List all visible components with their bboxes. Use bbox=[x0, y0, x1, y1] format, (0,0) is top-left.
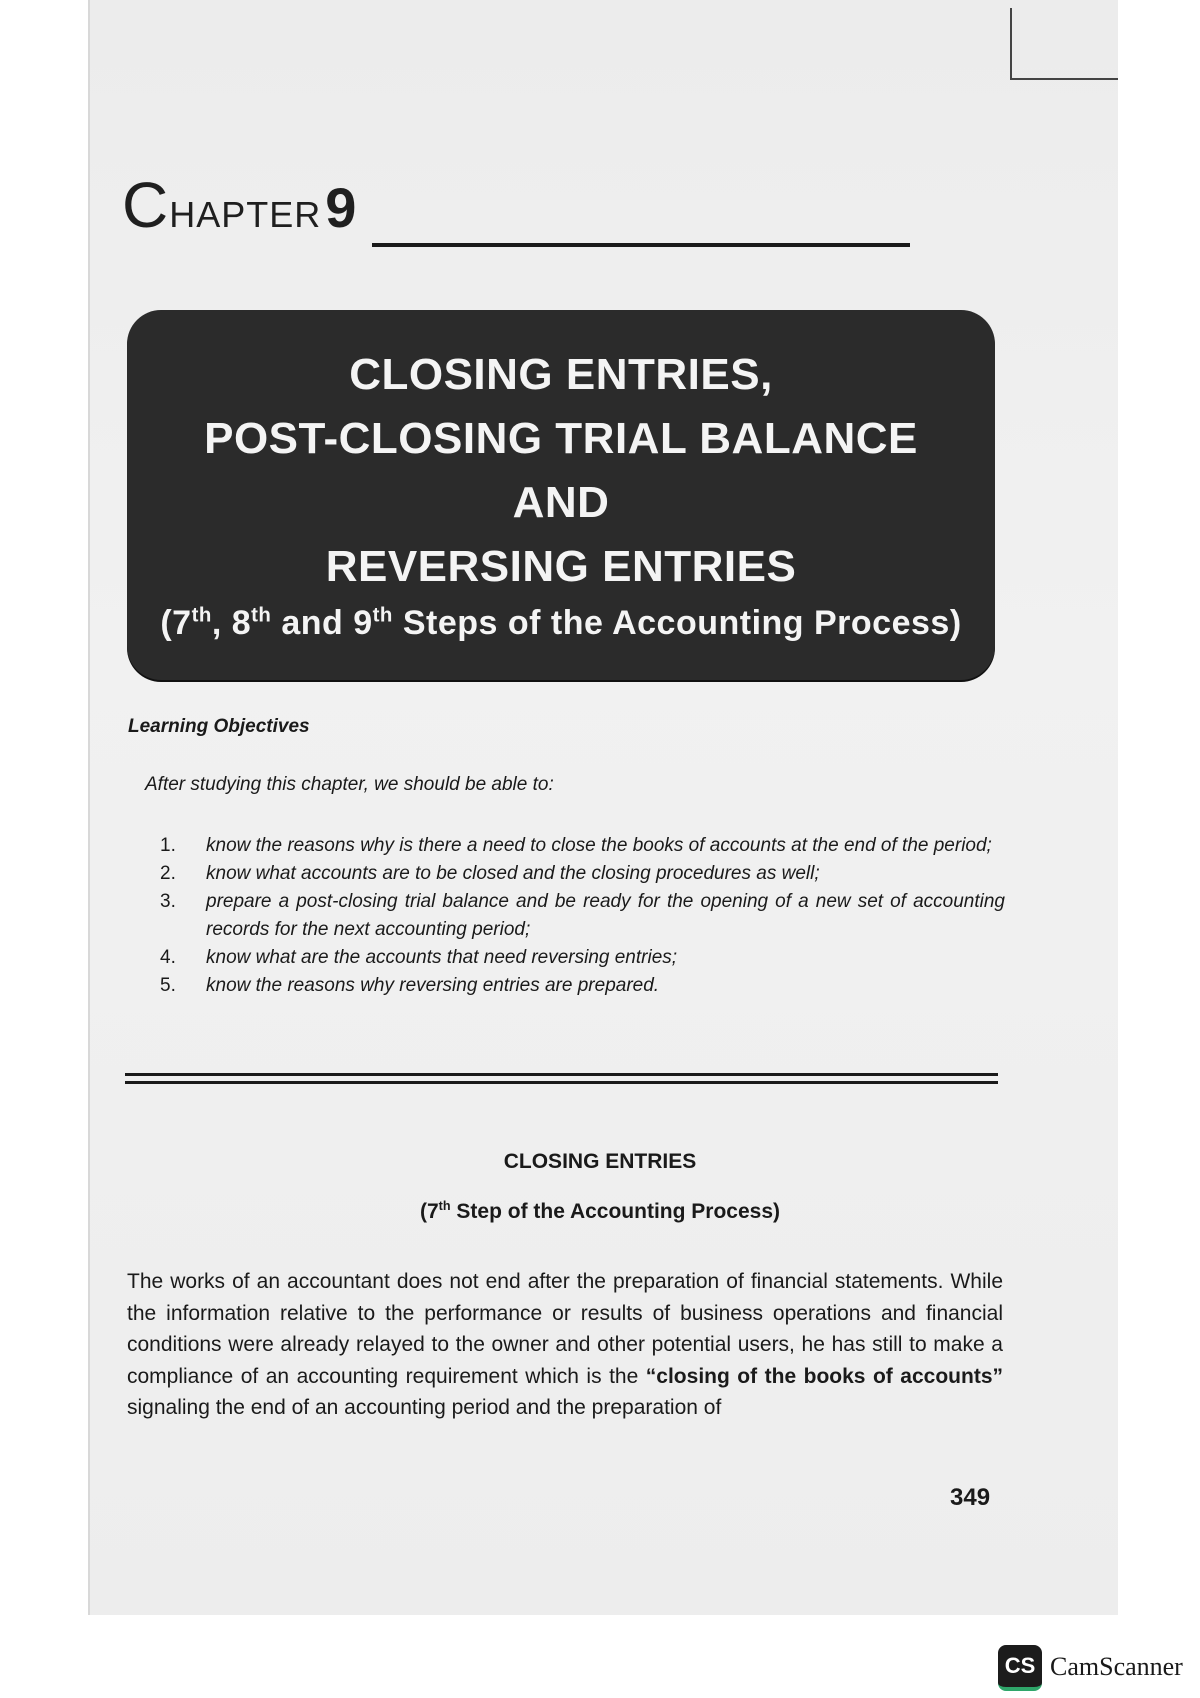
title-line-3: AND bbox=[512, 478, 610, 527]
title-line-4: REVERSING ENTRIES bbox=[325, 542, 797, 591]
title-line-5: (7th, 8th and 9th Steps of the Accounting Process) bbox=[160, 604, 962, 642]
list-item bbox=[160, 944, 1005, 972]
learning-objectives-intro: After studying this chapter, we should be able to: bbox=[145, 774, 554, 795]
item-text: know what are the accounts that need reversing entries; bbox=[206, 947, 678, 968]
chapter-number: 9 bbox=[325, 176, 358, 239]
section-divider-bottom bbox=[125, 1081, 998, 1084]
objectives-list bbox=[160, 832, 1005, 1000]
camscanner-watermark: CamScanner bbox=[1050, 1652, 1183, 1681]
item-text: know the reasons why reversing entries are prepared. bbox=[206, 975, 660, 996]
body-paragraph: The works of an accountant does not end after the preparation of financial statements. While the information relative to the performance or results of business operations and financial conditions were already relayed to the owner and other potential users, he has still to make a compliance of an accounting requirement which is the “closing of the books of accounts” signaling the end of an accounting period and the preparation of bbox=[127, 1270, 1003, 1419]
learning-objectives-heading: Learning Objectives bbox=[128, 716, 310, 737]
camscanner-logo: CS bbox=[998, 1645, 1042, 1691]
item-number: 1. bbox=[160, 835, 176, 856]
item-number: 5. bbox=[160, 975, 176, 996]
corner-mark bbox=[1010, 8, 1118, 80]
section-title: CLOSING ENTRIES bbox=[503, 1150, 697, 1173]
chapter-rule bbox=[372, 243, 910, 247]
section-divider-top bbox=[125, 1073, 998, 1076]
chapter-word: HAPTER bbox=[169, 194, 322, 235]
list-item bbox=[160, 832, 1005, 860]
item-number: 3. bbox=[160, 891, 176, 912]
item-text: know the reasons why is there a need to close the books of accounts at the end of the period; bbox=[206, 835, 992, 856]
list-item bbox=[160, 860, 1005, 888]
item-text: know what accounts are to be closed and the closing procedures as well; bbox=[206, 863, 820, 884]
list-item bbox=[160, 972, 1005, 1000]
title-line-2: POST-CLOSING TRIAL BALANCE bbox=[204, 414, 918, 463]
quoted-phrase: “closing of the books of accounts” bbox=[645, 1364, 1003, 1388]
item-number: 2. bbox=[160, 863, 176, 884]
chapter-heading bbox=[122, 168, 357, 242]
chapter-title-box bbox=[127, 310, 995, 680]
item-number: 4. bbox=[160, 947, 176, 968]
page-number: 349 bbox=[950, 1484, 991, 1511]
list-item bbox=[160, 888, 1005, 944]
chapter-initial: C bbox=[122, 169, 170, 241]
title-line-1: CLOSING ENTRIES, bbox=[349, 350, 773, 399]
item-text: prepare a post-closing trial balance and be ready for the opening of a new set of accounting records for the next accounting period; bbox=[206, 891, 1005, 940]
section-subtitle: (7th Step of the Accounting Process) bbox=[419, 1199, 780, 1223]
